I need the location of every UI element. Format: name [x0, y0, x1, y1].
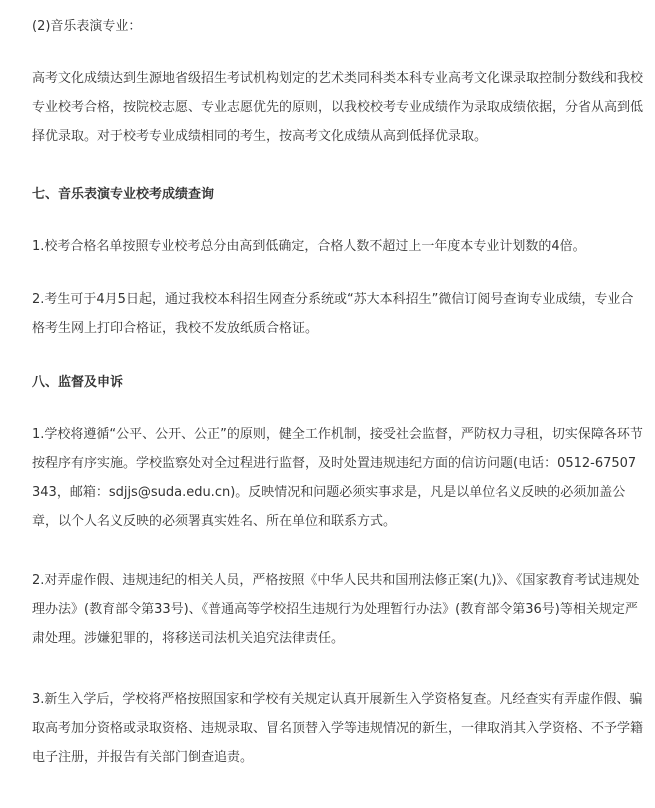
- section-8-title: 八、监督及申诉: [32, 375, 124, 390]
- section-7-item-2: 2.考生可于4月5日起，通过我校本科招生网查分系统或“苏大本科招生”微信订阅号查询专业成绩，专业合格考生网上打印合格证，我校不发放纸质合格证。: [32, 292, 634, 336]
- section-8-item-1: 1.学校将遵循“公平、公开、公正”的原则，健全工作机制，接受社会监督，严防权力寻租，切实保障各环节按程序有序实施。学校监察处对全过程进行监督，及时处置违规违纪方面的信访问题(电话：0512-67507343，邮箱：sdjjs@suda.edu.cn)。反映情况和问题必须实事求是，凡是以单位名义反映的必须加盖公章，以个人名义反映的必须署真实姓名、所在单位和联系方式。: [32, 427, 643, 529]
- section-8-item-2: 2.对弄虚作假、违规违纪的相关人员，严格按照《中华人民共和国刑法修正案(九)》、《国家教育考试违规处理办法》(教育部令第33号)、《普通高等学校招生违规行为处理暂行办法》(教育部令第36号)等相关规定严肃处理。涉嫌犯罪的，将移送司法机关追究法律责任。: [32, 573, 640, 646]
- paragraph-admission-rule: 高考文化成绩达到生源地省级招生考试机构划定的艺术类同科类本科专业高考文化课录取控制分数线和我校专业校考合格，按院校志愿、专业志愿优先的原则，以我校校考专业成绩作为录取成绩依据，分省从高到低择优录取。对于校考专业成绩相同的考生，按高考文化成绩从高到低择优录取。: [32, 71, 644, 144]
- section-8-item-3: 3.新生入学后，学校将严格按照国家和学校有关规定认真开展新生入学资格复查。凡经查实有弄虚作假、骗取高考加分资格或录取资格、违规录取、冒名顶替入学等违规情况的新生，一律取消其入学资格、不予学籍电子注册，并报告有关部门倒查追责。: [32, 692, 644, 765]
- sub-heading-music-performance: (2)音乐表演专业：: [32, 19, 142, 34]
- section-7-item-1: 1.校考合格名单按照专业校考总分由高到低确定，合格人数不超过上一年度本专业计划数的4倍。: [32, 239, 586, 254]
- section-7-title: 七、音乐表演专业校考成绩查询: [32, 187, 215, 202]
